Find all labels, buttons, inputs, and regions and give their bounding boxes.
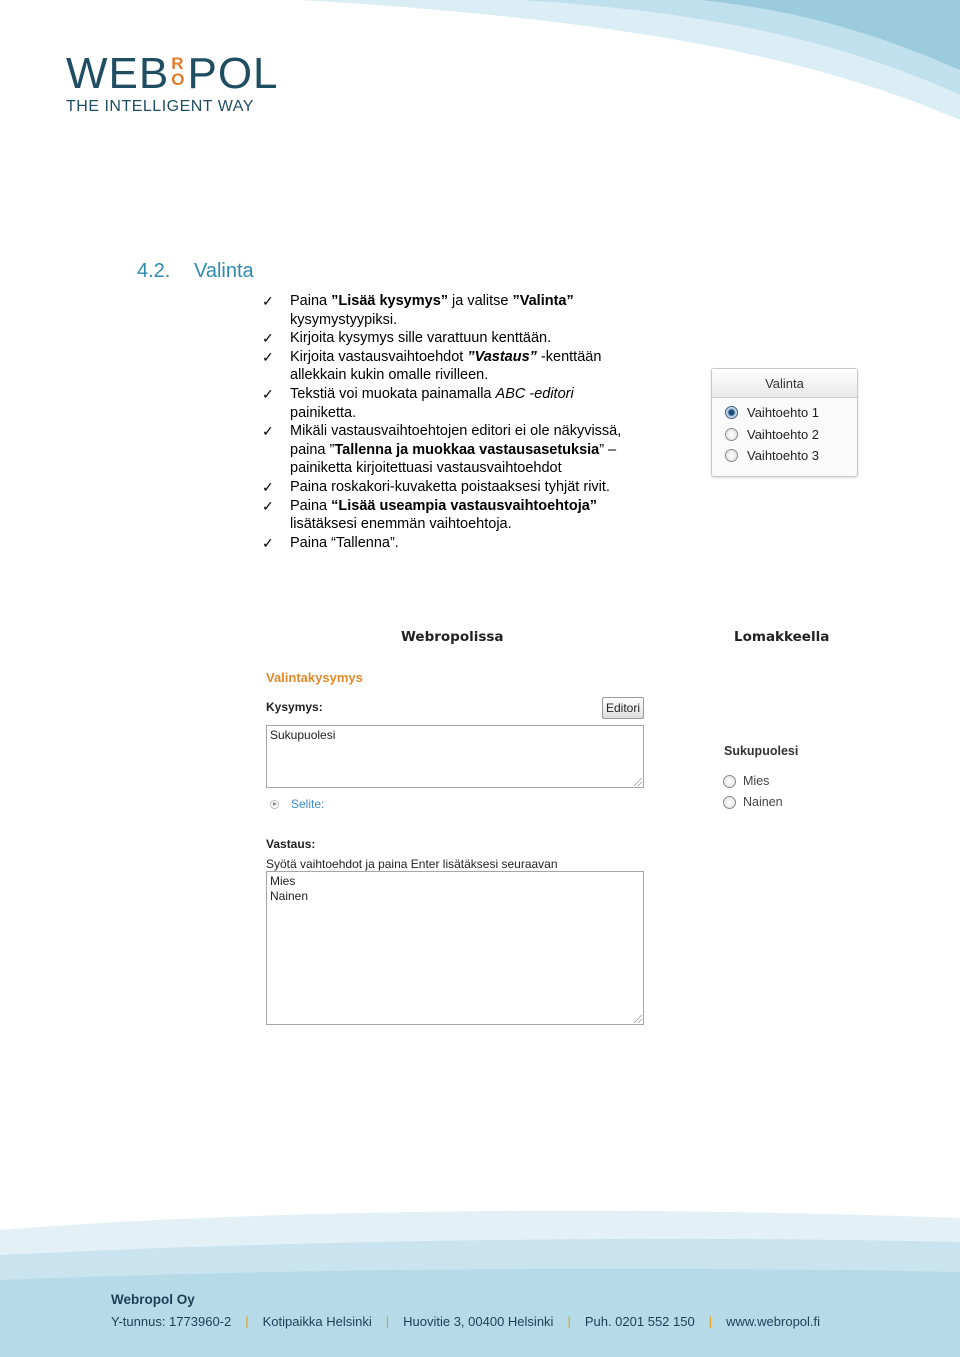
instruction-item — [262, 478, 642, 497]
column-heading-form: Lomakkeella — [734, 629, 830, 645]
footer-contact-line — [111, 1314, 820, 1329]
instruction-text: Paina — [290, 497, 332, 514]
answer-textarea[interactable] — [266, 871, 644, 1025]
instruction-text: painiketta. — [290, 404, 357, 421]
instruction-text: Paina — [290, 293, 332, 309]
choice-preview-panel — [711, 368, 858, 477]
instruction-text: “Lisää useampia vastausvaihtoehtoja” — [331, 497, 598, 514]
instruction-text: ”Lisää kysymys” — [331, 293, 449, 309]
checkmark-icon: ✓ — [262, 348, 274, 365]
footer-separator: | — [708, 1314, 713, 1329]
answer-line: Nainen — [270, 888, 309, 903]
checkmark-icon: ✓ — [262, 293, 274, 309]
answer-line: Mies — [270, 874, 296, 888]
section-heading — [137, 260, 254, 283]
selite-toggle[interactable] — [270, 797, 324, 811]
radio-button-icon[interactable] — [725, 449, 738, 462]
instruction-item — [262, 422, 642, 478]
section-number: 4.2. — [137, 260, 171, 282]
checkmark-icon: ✓ — [262, 385, 274, 402]
instruction-text: ”Vastaus” — [467, 348, 537, 365]
resize-handle-icon[interactable] — [634, 1015, 642, 1023]
logo-text-right: POL — [187, 49, 279, 98]
form-question-title: Sukupuolesi — [724, 744, 799, 758]
checkmark-icon: ✓ — [262, 478, 274, 495]
instruction-item — [262, 329, 642, 348]
preview-option-label: Vaihtoehto 3 — [747, 448, 820, 464]
instruction-list — [262, 292, 642, 552]
footer-separator: | — [385, 1314, 390, 1329]
radio-button-icon[interactable] — [725, 428, 738, 441]
instruction-item — [262, 348, 642, 385]
instruction-text: ” –painiketta kirjoitettuasi vastausvaihtoehdot — [290, 441, 617, 477]
instruction-item — [262, 497, 642, 534]
form-option[interactable] — [723, 795, 783, 809]
checkmark-icon: ✓ — [262, 534, 274, 551]
instruction-text: kysymystyypiksi. — [290, 311, 398, 328]
editor-button[interactable]: Editori — [602, 697, 644, 719]
radio-button-icon[interactable] — [723, 775, 736, 788]
radio-selected-icon[interactable] — [725, 406, 738, 419]
section-title: Valinta — [194, 260, 254, 282]
webropol-logo — [66, 49, 279, 116]
instruction-text: Kirjoita kysymys sille varattuun kenttään. — [290, 330, 552, 347]
selite-label: Selite: — [291, 797, 325, 811]
preview-option[interactable] — [712, 402, 857, 424]
footer-item[interactable]: www.webropol.fi — [726, 1314, 821, 1329]
footer-company-name: Webropol Oy — [111, 1292, 195, 1307]
checkmark-icon: ✓ — [262, 423, 274, 440]
radio-button-icon[interactable] — [723, 796, 736, 809]
instruction-text: Kirjoita vastausvaihtoehdot — [290, 348, 468, 365]
footer-separator: | — [567, 1314, 571, 1329]
instruction-text: Paina roskakori-kuvaketta poistaaksesi tyhjät rivit. — [290, 478, 610, 495]
editor-question-type-title: Valintakysymys — [266, 670, 363, 685]
footer-separator: | — [245, 1314, 249, 1329]
preview-option[interactable] — [712, 424, 857, 446]
instruction-text: Tallenna ja muokkaa vastausasetuksia — [334, 441, 600, 458]
instruction-item — [262, 534, 642, 553]
footer-item: Kotipaikka Helsinki — [262, 1314, 372, 1329]
footer-item: Y-tunnus: 1773960-2 — [111, 1314, 232, 1329]
question-text: Sukupuolesi — [270, 728, 336, 742]
answer-label: Vastaus: — [266, 837, 316, 851]
resize-handle-icon[interactable] — [634, 778, 642, 786]
footer-wave-background — [0, 1200, 960, 1357]
checkmark-icon: ✓ — [262, 497, 274, 514]
logo-ro-mark: R O — [171, 54, 186, 89]
column-heading-webropol: Webropolissa — [401, 629, 504, 645]
form-option-label: Mies — [743, 774, 770, 788]
preview-option-label: Vaihtoehto 2 — [747, 426, 820, 442]
footer-item: Puh. 0201 552 150 — [584, 1314, 695, 1329]
logo-tagline: THE INTELLIGENT WAY — [66, 98, 254, 115]
answer-hint: Syötä vaihtoehdot ja paina Enter lisätäksesi seuraavan — [266, 857, 558, 871]
preview-option-label: Vaihtoehto 1 — [747, 405, 820, 421]
instruction-text: -kenttään allekkain kukin omalle rivilleen. — [290, 348, 602, 384]
instruction-text: ja valitse — [448, 293, 513, 309]
preview-panel-title: Valinta — [712, 369, 857, 398]
instruction-text: ABC -editori — [495, 385, 574, 402]
preview-option[interactable] — [712, 445, 857, 467]
instruction-text: lisätäksesi enemmän vaihtoehtoja. — [290, 516, 512, 533]
expand-arrow-icon — [270, 800, 279, 809]
instruction-text: Tekstiä voi muokata painamalla — [290, 385, 496, 402]
instruction-item — [262, 292, 642, 329]
instruction-text: Mikäli vastausvaihtoehtojen editori ei ole näkyvissä, paina ” — [290, 423, 622, 458]
question-textarea[interactable] — [266, 725, 644, 788]
instruction-text: Paina “Tallenna”. — [290, 534, 399, 551]
question-label: Kysymys: — [266, 700, 323, 714]
form-option[interactable] — [723, 774, 769, 788]
form-option-label: Nainen — [743, 795, 783, 809]
footer-item: Huovitie 3, 00400 Helsinki — [403, 1314, 554, 1329]
instruction-text: ”Valinta” — [512, 293, 574, 309]
instruction-item — [262, 385, 642, 422]
checkmark-icon: ✓ — [262, 330, 274, 347]
logo-text-left: WEB — [66, 49, 170, 98]
